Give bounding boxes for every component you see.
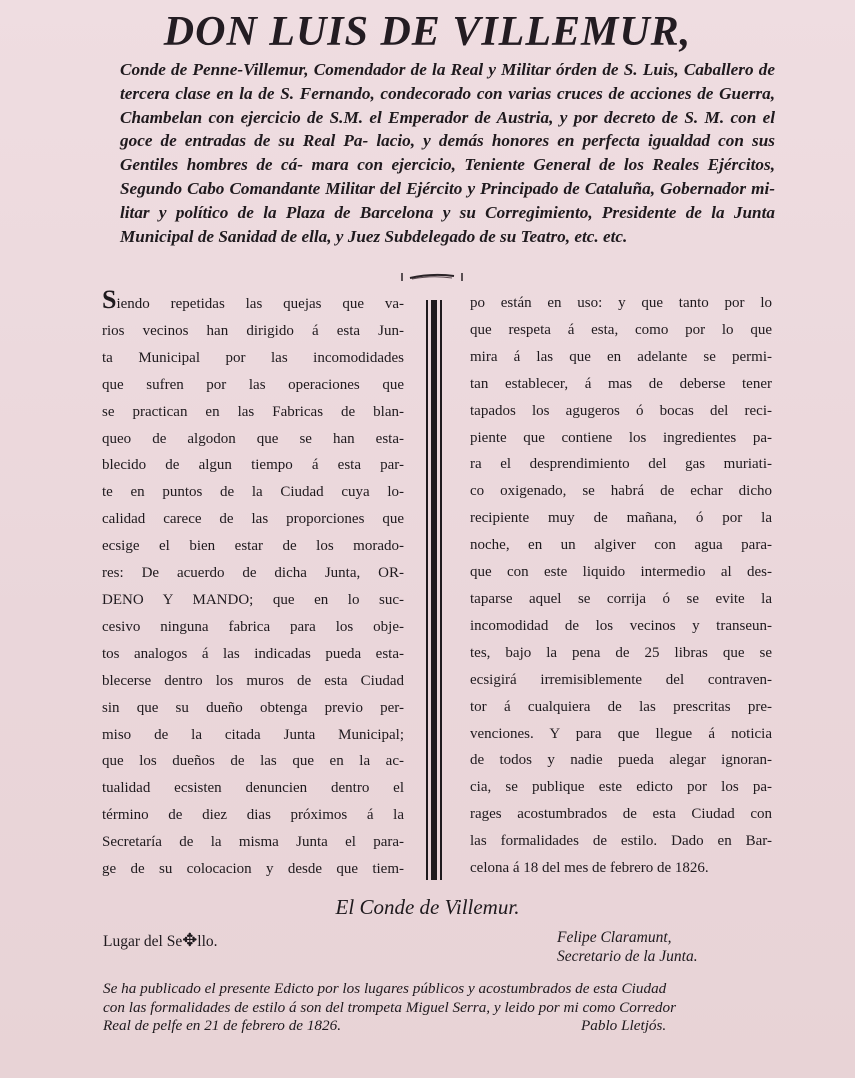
body-line: celona á 18 del mes de febrero de 1826. (470, 860, 709, 877)
body-line: cesivo ninguna fabrica para los obje- (102, 618, 404, 635)
intro-line: Comandante Militar del Ejército y Principado de Cataluña, Gobernador mi- (229, 178, 775, 198)
intro-line: lacio, y demás honores en perfecta igualdad con sus Gentiles hombres de cá- (120, 131, 775, 175)
body-line: que los dueños de las que en la ac- (102, 753, 404, 770)
body-line: ge de su colocacion y desde que tiem- (102, 861, 404, 878)
body-line: tualidad ecsisten denuncien dentro el (102, 780, 404, 797)
body-line: ra el desprendimiento del gas muriati- (470, 456, 772, 473)
body-line: las formalidades de estilo. Dado en Bar- (470, 833, 772, 850)
body-line: cia, se publique este edicto por los pa- (470, 779, 772, 796)
body-line: que sufren por las operaciones que (102, 376, 404, 393)
body-line: noche, en un algiver con agua para- (470, 537, 772, 554)
footer-author: Pablo Lletjós. (581, 1017, 667, 1034)
intro-line: cruces de acciones de Guerra, Chambelan con ejercicio de S.M. el Emperador (120, 83, 776, 127)
intro-line: de Austria, y por decreto de S. M. con el goce de entradas de su Real Pa- (120, 107, 775, 151)
body-line: te en puntos de la Ciudad cuya lo- (102, 484, 404, 501)
body-line: venciones. Y para que llegue á noticia (470, 725, 772, 742)
footer-line: Se ha publicado el presente Edicto por los lugares públicos y acostumbrados de esta Ciudad (103, 980, 667, 997)
body-line: calidad carece de las proporciones que (102, 511, 404, 528)
body-line-first: Siendo repetidas las quejas que va- (102, 285, 404, 314)
body-line: que con este liquido intermedio al des- (470, 564, 772, 581)
body-line: po están en uso: y que tanto por lo (470, 295, 772, 311)
body-column-right (470, 290, 772, 882)
intro-line: Luis, Caballero de tercera clase en la de S. Fernando, condecorado con varias (120, 60, 776, 103)
column-divider (424, 300, 444, 880)
body-line: co oxigenado, se habrá de echar dicho (470, 483, 772, 500)
signature: El Conde de Villemur. (335, 895, 520, 919)
intro-line: Junta Municipal de Sanidad de ella, y Juez Subdelegado de su Teatro, etc. etc. (120, 202, 775, 246)
body-line: piente que contiene los ingredientes pa- (470, 429, 772, 446)
seal-place: Lugar del Se✥llo. (103, 930, 218, 950)
body-line: se practican en las Fabricas de blan- (102, 403, 404, 420)
body-line: término de diez dias próximos á la (102, 807, 404, 824)
body-line: mira á las que en adelante se permi- (470, 348, 772, 365)
body-line: ecsige el bien estar de los morado- (102, 538, 404, 555)
secretary-block (557, 928, 698, 966)
body-line: tor á cualquiera de las prescritas pre- (470, 698, 772, 715)
titles-paragraph (120, 58, 775, 248)
seal-cross-icon: ✥ (182, 930, 198, 950)
body-line: ecsigirá irremisiblemente del contraven- (470, 671, 772, 688)
ornamental-rule (400, 272, 464, 282)
body-line: ta Municipal por las incomodidades (102, 349, 404, 366)
secretary-name: Felipe Claramunt, (557, 929, 672, 946)
body-line: tan establecer, á mas de deberse tener (470, 375, 772, 392)
body-line: sin que su dueño obtenga previo per- (102, 699, 404, 716)
body-line: de todos y nadie pueda alegar ignoran- (470, 752, 772, 769)
body-column-left (102, 285, 404, 883)
footer-line: Real de pelfe en 21 de febrero de 1826. Pablo Lletjós. (103, 1017, 667, 1034)
body-line: rages acostumbrados de esta Ciudad con (470, 806, 772, 823)
intro-line: mara con ejercicio, Teniente General de los Reales Ejércitos, Segundo Cabo (120, 155, 775, 198)
body-line: res: De acuerdo de dicha Junta, OR- (102, 565, 404, 582)
body-line: tes, bajo la pena de 25 libras que se (470, 644, 772, 661)
body-line: queo de algodon que se han esta- (102, 430, 404, 447)
body-line: rios vecinos han dirigido á esta Jun- (102, 322, 404, 339)
edict-heading: DON LUIS DE VILLEMUR, (163, 9, 692, 55)
footer-line: con las formalidades de estilo á son del trompeta Miguel Serra, y leido por mi como Corredor (103, 998, 676, 1016)
intro-line: litar y político de la Plaza de Barcelona y su Corregimiento, Presidente de la (120, 202, 734, 222)
intro-line: Conde de Penne-Villemur, Comendador de la Real y Militar órden de S. (120, 60, 643, 79)
publication-note (103, 980, 773, 1036)
body-line: taparse aquel se corrija ó se evite la (470, 590, 772, 607)
body-line: Secretaría de la misma Junta el para- (102, 834, 404, 851)
body-line: blecido de algun tiempo á esta par- (102, 457, 404, 474)
body-line: recipiente muy de mañana, ó por la (470, 510, 772, 527)
drop-cap: S (102, 285, 117, 314)
secretary-title: Secretario de la Junta. (557, 948, 698, 965)
body-line: tos analogos á las indicadas pueda esta- (102, 645, 404, 662)
body-line: DENO Y MANDO; que en lo suc- (102, 591, 404, 608)
body-line: que respeta á esta, como por lo que (470, 321, 772, 338)
body-line: tapados los agugeros ó bocas del reci- (470, 402, 772, 419)
body-line: incomodidad de los vecinos y transeun- (470, 617, 772, 634)
body-line: miso de la citada Junta Municipal; (102, 726, 404, 743)
body-line: blecerse dentro los muros de esta Ciudad (102, 672, 404, 689)
